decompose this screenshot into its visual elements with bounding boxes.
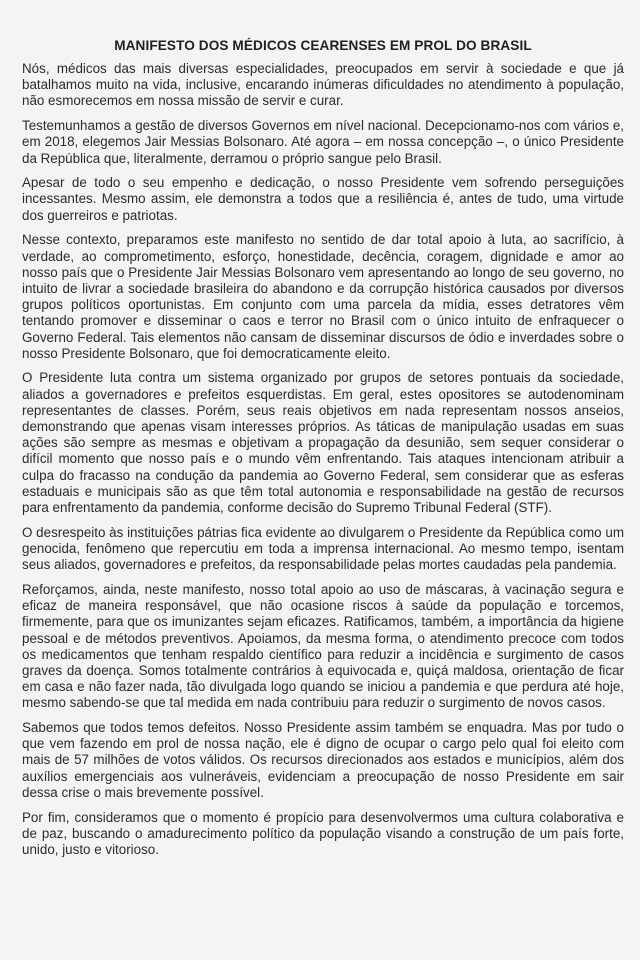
- document-title: MANIFESTO DOS MÉDICOS CEARENSES EM PROL DO BRASIL: [114, 38, 532, 53]
- paragraph-3: Apesar de todo o seu empenho e dedicação, o nosso Presidente vem sofrendo perseguições incessantes. Mesmo assim, ele demonstra a todos que a resiliência é, antes de tudo, uma virtude dos guerreiros e patriotas.: [22, 175, 624, 223]
- paragraph-8: Sabemos que todos temos defeitos. Nosso Presidente assim também se enquadra. Mas por tudo o que vem fazendo em prol de nossa nação, ele é digno de ocupar o cargo pelo qual foi eleito com mais de 57 milhões de votos válidos. Os recursos direcionados aos estados e municípios, além dos auxílios emergenciais aos vulneráveis, evidenciam a preocupação de nosso Presidente em sair dessa crise o mais brevemente possível.: [22, 720, 624, 800]
- paragraph-5: O Presidente luta contra um sistema organizado por grupos de setores pontuais da sociedade, aliados a governadores e prefeitos esquerdistas. Em geral, estes opositores se autodenominam representantes de classes. Porém, seus reais objetivos em nada representam nossos anseios, demonstrando que apenas visam interesses próprios. As táticas de manipulação usadas em suas ações são sempre as mesmas e objetivam a propagação da desunião, sem sequer considerar o difícil momento que nosso país e o mundo vêm enfrentando. Tais ataques intencionam atribuir a culpa do fracasso na condução da pandemia ao Governo Federal, sem considerar que as esferas estaduais e municipais são as que têm total autonomia e responsabilidade na gestão de recursos para enfrentamento da pandemia, conforme decisão do Supremo Tribunal Federal (STF).: [22, 370, 624, 516]
- paragraph-6: O desrespeito às instituições pátrias fica evidente ao divulgarem o Presidente da República como um genocida, fenômeno que repercutiu em toda a imprensa internacional. Ao mesmo tempo, isentam seus aliados, governadores e prefeitos, da responsabilidade pelas mortes caudadas pela pandemia.: [22, 524, 624, 573]
- paragraph-9: Por fim, consideramos que o momento é propício para desenvolvermos uma cultura colaborativa e de paz, buscando o amadurecimento político da população visando a construção de um país forte, unido, justo e vitorioso.: [22, 809, 624, 857]
- paragraph-4: Nesse contexto, preparamos este manifesto no sentido de dar total apoio à luta, ao sacrifício, à verdade, ao comprometimento, esforço, honestidade, decência, coragem, dignidade e amor ao nosso país que o Presidente Jair Messias Bolsonaro vem apresentando ao longo de seu governo, no intuito de livrar a sociedade brasileira do abandono e da corrupção histórica causados por diversos grupos políticos oportunistas. Em conjunto com uma parcela da mídia, esses detratores vêm tentando promover e disseminar o caos e terror no Brasil com o único intuito de enfraquecer o Governo Federal. Tais elementos não cansam de disseminar discursos de ódio e inverdades sobre o nosso Presidente Bolsonaro, que foi democraticamente eleito.: [22, 232, 624, 361]
- paragraph-7: Reforçamos, ainda, neste manifesto, nosso total apoio ao uso de máscaras, à vacinação segura e eficaz de maneira responsável, que não ocasione riscos à saúde da população e torcemos, firmemente, para que os imunizantes sejam eficazes. Ratificamos, também, a importância da higiene pessoal e de métodos preventivos. Apoiamos, da mesma forma, o atendimento precoce com todos os medicamentos que tenham respaldo científico para reduzir a incidência e surgimento de casos graves da doença. Somos totalmente contrários à equivocada e, quiçá maldosa, orientação de ficar em casa e não fazer nada, tão divulgada logo quando se iniciou a pandemia e que perdura até hoje, mesmo sabendo-se que tal medida em nada contribuiu para reduzir o surgimento de novos casos.: [22, 581, 624, 711]
- paragraph-1: Nós, médicos das mais diversas especialidades, preocupados em servir à sociedade e que já batalhamos muito na vida, inclusive, encarando inúmeras dificuldades no atendimento à população, não esmorecemos em nossa missão de servir e curar.: [22, 61, 624, 109]
- paragraph-2: Testemunhamos a gestão de diversos Governos em nível nacional. Decepcionamo-nos com vários e, em 2018, elegemos Jair Messias Bolsonaro. Até agora – em nossa concepção –, o único Presidente da República que, literalmente, derramou o próprio sangue pelo Brasil.: [22, 118, 624, 166]
